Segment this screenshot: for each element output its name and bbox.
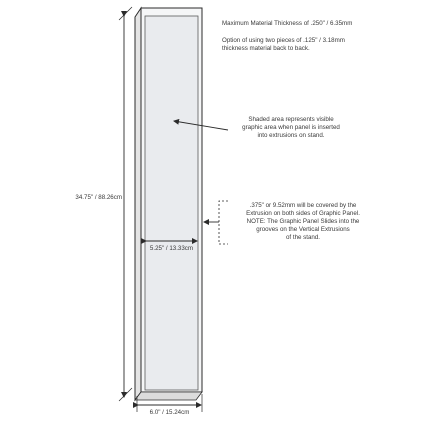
note-cover-line-1: .375" or 9.52mm will be covered by the [249, 202, 357, 209]
note-cover-line-5: of the stand. [285, 234, 321, 241]
height-extension-bottom [119, 388, 132, 401]
panel-bottom-edge [135, 392, 202, 400]
note-max-thickness: Maximum Material Thickness of .250" / 6.35mm [222, 20, 353, 27]
note-shaded-line-1: Shaded area represents visible [248, 116, 334, 123]
height-dimension-label: 34.75" / 88.26cm [75, 194, 122, 201]
visible-graphic-area [145, 16, 198, 390]
visible-width-dimension-label: 5.25" / 13.33cm [149, 245, 194, 252]
panel-edge [135, 8, 141, 400]
note-option-line-1: Option of using two pieces of .125" / 3.18mm [222, 37, 345, 44]
note-cover-line-4: grooves on the Vertical Extrusions [256, 226, 350, 233]
height-extension-top [119, 7, 132, 20]
overall-width-dimension-label: 6.0" / 15.24cm [149, 409, 190, 416]
note-shaded-line-3: into extrusions on stand. [257, 132, 325, 139]
note-option-line-2: thickness material back to back. [222, 45, 310, 52]
note-cover-line-2: Extrusion on both sides of Graphic Panel. [246, 210, 360, 217]
note-shaded-line-2: graphic area when panel is inserted [242, 124, 340, 131]
note-cover-line-3: NOTE: The Graphic Panel Slides into the [246, 218, 360, 225]
